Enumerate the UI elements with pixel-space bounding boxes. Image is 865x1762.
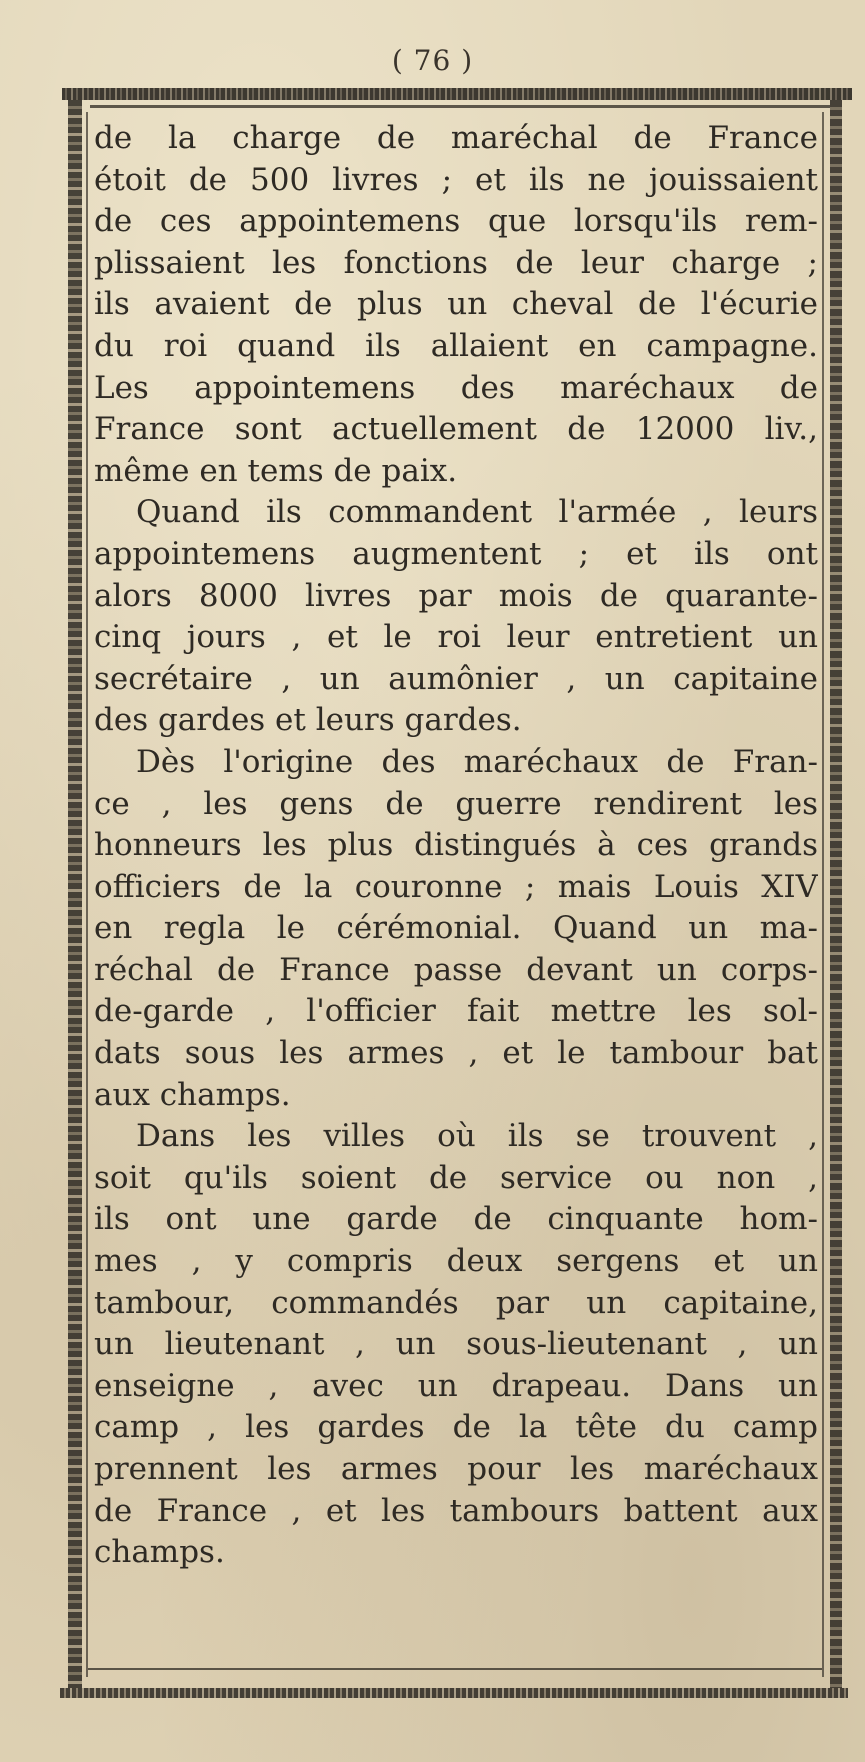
text-line: ils ont une garde de cinquante hom- [94, 1201, 818, 1238]
text-line: prennent les armes pour les maréchaux [94, 1451, 818, 1487]
text-line: Les appointemens des maréchaux de [94, 369, 818, 406]
text-line: plissaient les fonctions de leur charge ; [94, 244, 818, 281]
body-text [94, 118, 818, 1574]
text-line: officiers de la couronne ; mais Louis XIV [94, 868, 818, 905]
right-ornamental-border [830, 100, 842, 1688]
text-line: enseigne , avec un drapeau. Dans un [94, 1367, 818, 1404]
page-number: ( 76 ) [391, 44, 474, 77]
top-rule [90, 105, 830, 108]
text-line: appointemens augmentent ; et ils ont [94, 535, 818, 572]
text-line: dats sous les armes , et le tambour bat [94, 1035, 818, 1072]
text-line: de France , et les tambours battent aux [94, 1492, 818, 1529]
text-line: ce , les gens de guerre rendirent les [94, 785, 818, 822]
text-line: champs. [94, 1534, 225, 1571]
text-line: soit qu'ils soient de service ou non , [94, 1159, 818, 1196]
left-rule [86, 112, 88, 1677]
text-line: camp , les gardes de la tête du camp [94, 1409, 818, 1446]
text-line: secrétaire , un aumônier , un capitaine [94, 660, 818, 697]
text-line: tambour, commandés par un capitaine, [94, 1284, 818, 1321]
text-line: réchal de France passe devant un corps- [94, 951, 818, 988]
text-line: aux champs. [94, 1076, 291, 1113]
text-line: un lieutenant , un sous-lieutenant , un [94, 1326, 818, 1363]
text-line: des gardes et leurs gardes. [94, 702, 522, 739]
text-line: cinq jours , et le roi leur entretient un [94, 619, 818, 656]
text-line: étoit de 500 livres ; et ils ne jouissaient [94, 161, 818, 198]
text-line: Dans les villes où ils se trouvent , [136, 1118, 818, 1155]
right-rule [822, 112, 824, 1677]
text-line: de ces appointemens que lorsqu'ils rem- [94, 203, 818, 240]
bottom-rule [88, 1668, 822, 1670]
text-line: de la charge de maréchal de France [94, 120, 818, 156]
text-line: ils avaient de plus un cheval de l'écurie [94, 286, 818, 323]
text-line: France sont actuellement de 12000 liv., [94, 411, 818, 448]
text-line: en regla le cérémonial. Quand un ma- [94, 910, 818, 947]
text-line: mes , y compris deux sergens et un [94, 1243, 818, 1280]
text-line: Dès l'origine des maréchaux de Fran- [136, 743, 818, 780]
text-line: alors 8000 livres par mois de quarante- [94, 577, 818, 614]
text-line: même en tems de paix. [94, 452, 458, 489]
bottom-ornamental-border [60, 1688, 848, 1698]
left-ornamental-border [68, 100, 82, 1688]
text-line: de-garde , l'officier fait mettre les sol- [94, 993, 818, 1030]
text-line: Quand ils commandent l'armée , leurs [136, 494, 818, 531]
text-line: du roi quand ils allaient en campagne. [94, 327, 818, 364]
text-line: honneurs les plus distingués à ces grands [94, 827, 818, 864]
top-ornamental-border [62, 88, 852, 100]
